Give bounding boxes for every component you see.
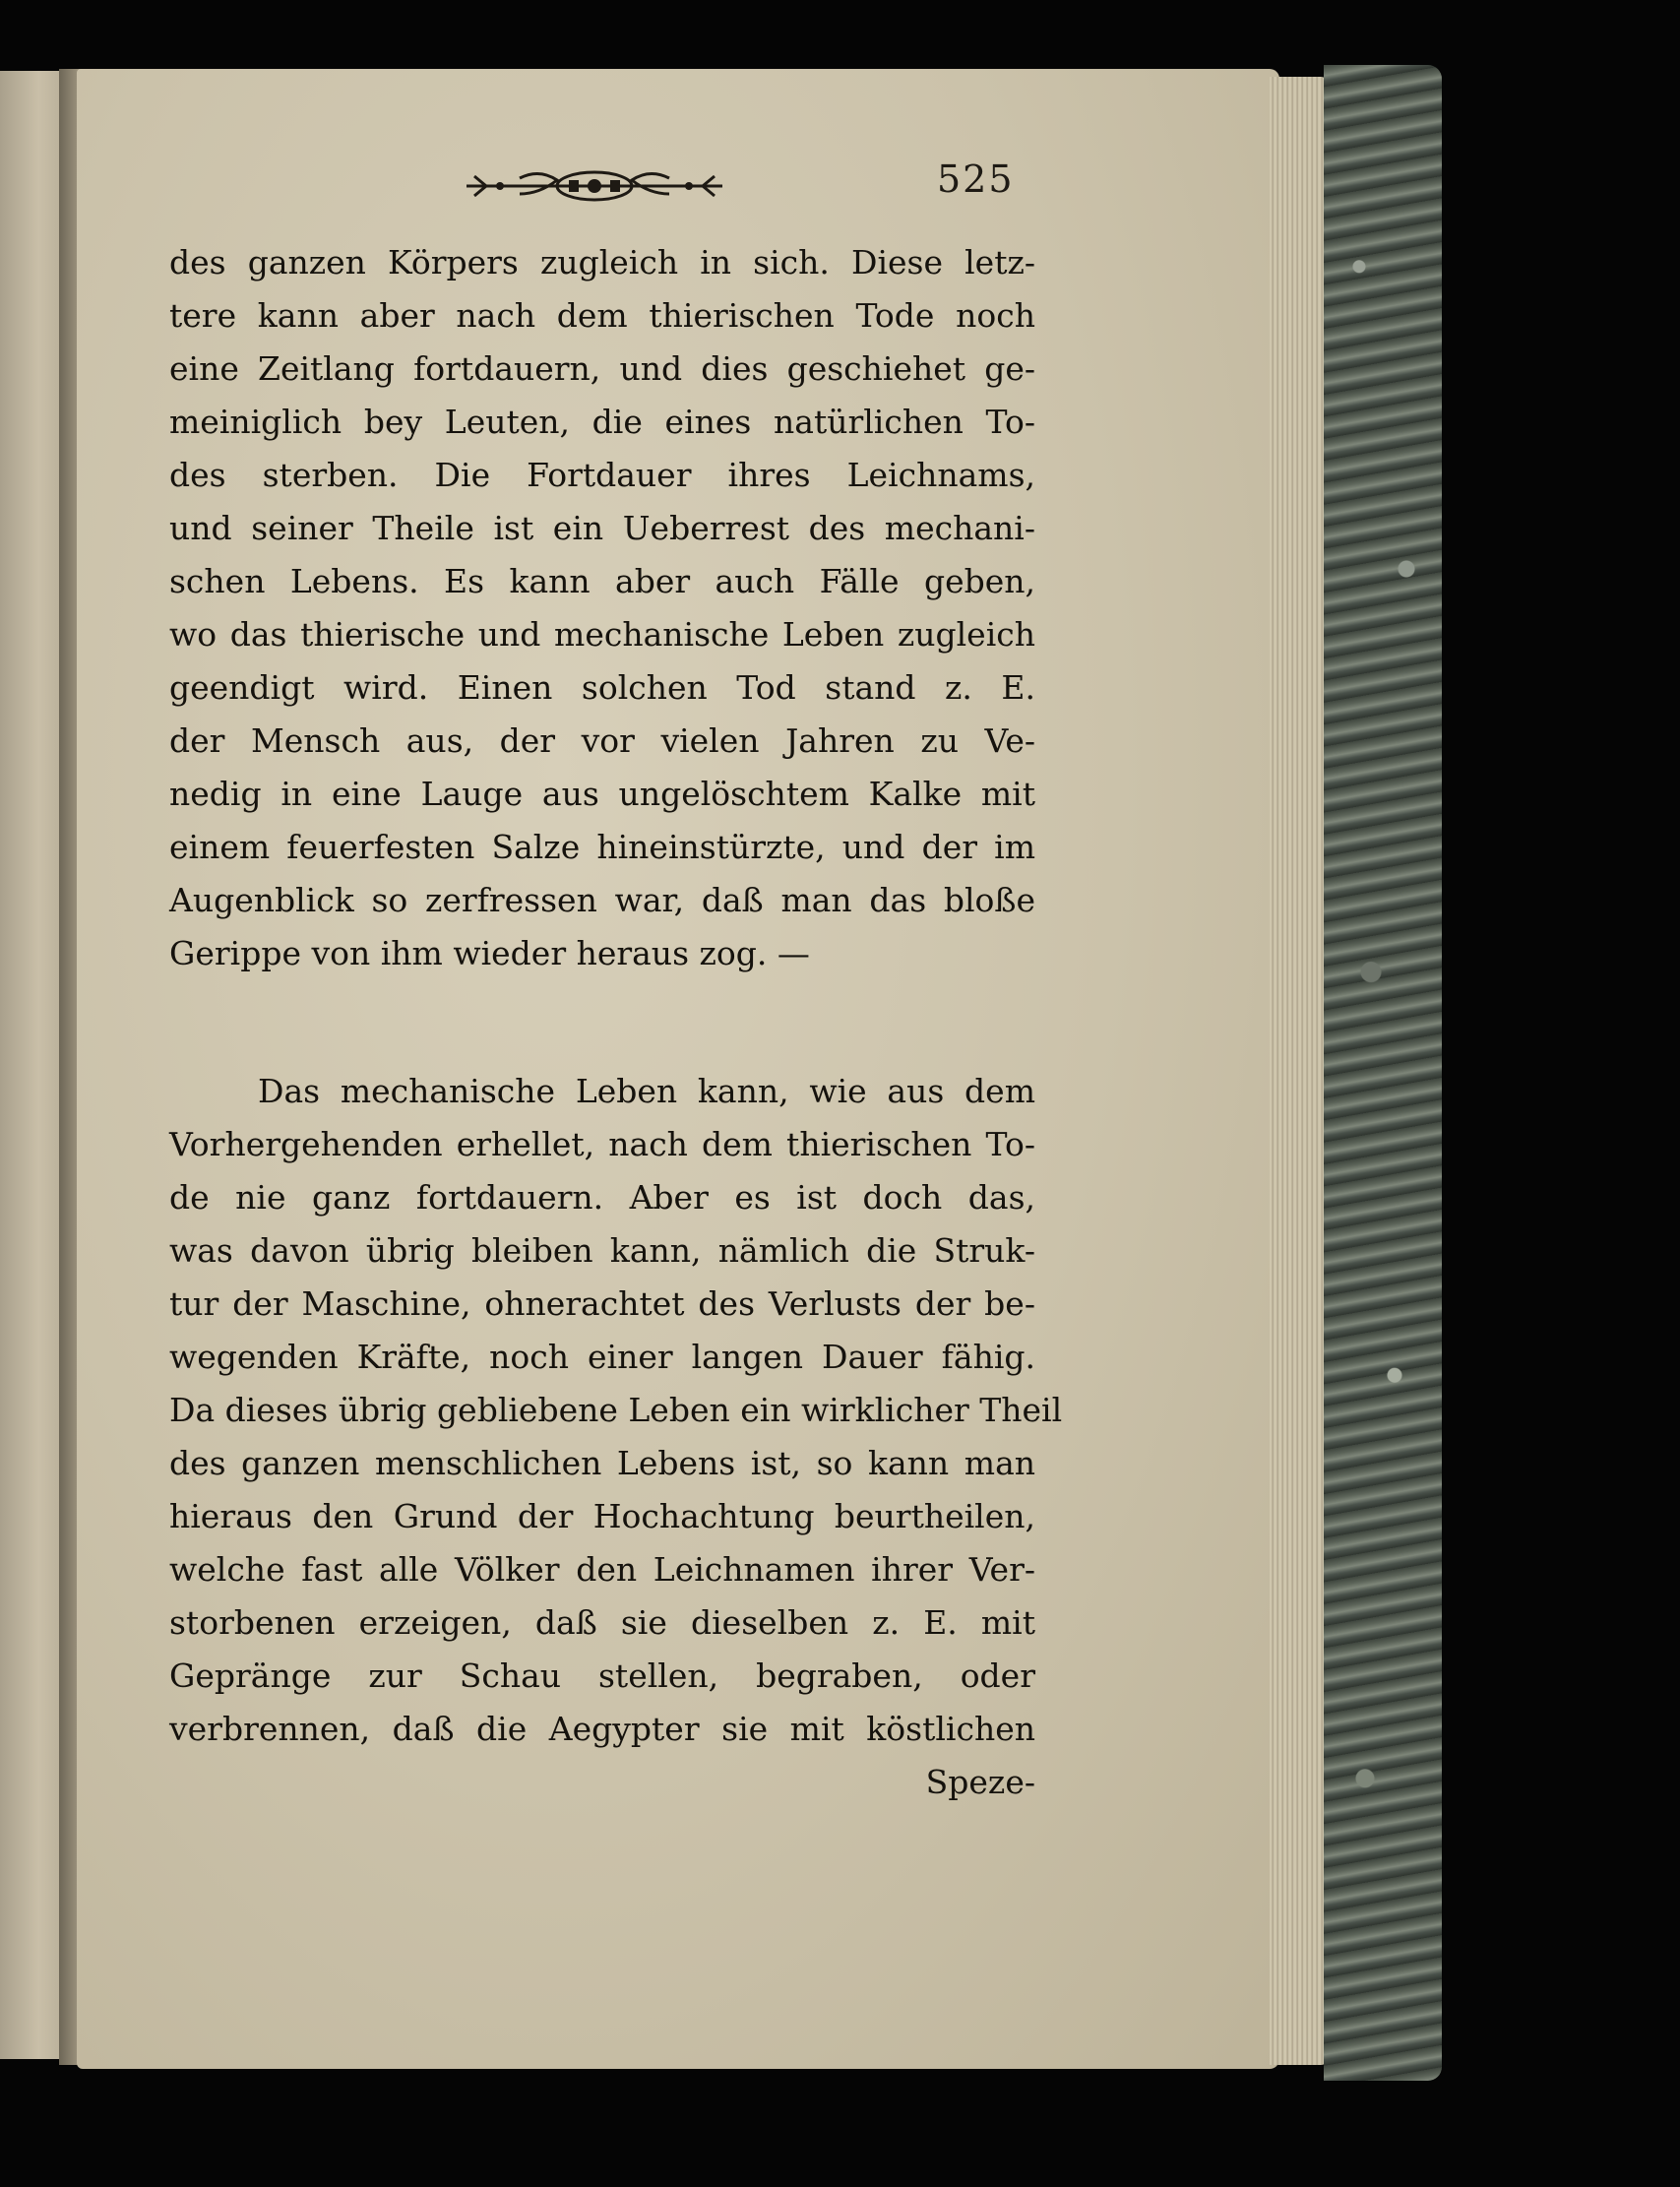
paragraph bbox=[169, 1065, 1063, 1809]
text-line: Augenblick so zerfressen war, daß man das bloße bbox=[169, 881, 1035, 919]
text-line: nedig in eine Lauge aus ungelöschtem Kalke mit bbox=[169, 775, 1035, 813]
catchword: Speze- bbox=[925, 1763, 1035, 1801]
page-edges bbox=[1270, 77, 1329, 2065]
page-number: 525 bbox=[937, 157, 1015, 201]
text-line: Gepränge zur Schau stellen, begraben, oder bbox=[169, 1656, 1035, 1695]
text-line: tur der Maschine, ohnerachtet des Verlusts der be- bbox=[169, 1284, 1035, 1323]
ornament-icon bbox=[461, 164, 728, 208]
marbled-cover bbox=[1324, 65, 1442, 2081]
text-line: hieraus den Grund der Hochachtung beurtheilen, bbox=[169, 1497, 1035, 1535]
text-line: geendigt wird. Einen solchen Tod stand z. E. bbox=[169, 668, 1035, 707]
text-line: de nie ganz fortdauern. Aber es ist doch das, bbox=[169, 1178, 1035, 1217]
text-line: storbenen erzeigen, daß sie dieselben z. E. mit bbox=[169, 1603, 1035, 1642]
text-line: wegenden Kräfte, noch einer langen Dauer fähig. bbox=[169, 1338, 1035, 1376]
paragraph bbox=[169, 236, 1035, 980]
text-line: des ganzen menschlichen Lebens ist, so kann man bbox=[169, 1444, 1035, 1482]
text-line: und seiner Theile ist ein Ueberrest des mechani- bbox=[169, 509, 1035, 547]
text-line: meiniglich bey Leuten, die eines natürlichen To- bbox=[169, 403, 1035, 441]
text-line: des sterben. Die Fortdauer ihres Leichnams, bbox=[169, 456, 1035, 494]
text-line: wo das thierische und mechanische Leben zugleich bbox=[169, 615, 1035, 654]
text-line: eine Zeitlang fortdauern, und dies geschiehet ge- bbox=[169, 349, 1035, 388]
text-line: schen Lebens. Es kann aber auch Fälle geben, bbox=[169, 562, 1035, 600]
text-line: verbrennen, daß die Aegypter sie mit köstlichen bbox=[169, 1710, 1035, 1748]
text-line: Vorhergehenden erhellet, nach dem thierischen To- bbox=[169, 1125, 1035, 1163]
text-line: Da dieses übrig gebliebene Leben ein wirklicher Theil bbox=[169, 1391, 1063, 1429]
text-line: der Mensch aus, der vor vielen Jahren zu Ve- bbox=[169, 721, 1035, 760]
text-line: tere kann aber nach dem thierischen Tode noch bbox=[169, 296, 1035, 335]
text-line: was davon übrig bleiben kann, nämlich die Struk- bbox=[169, 1231, 1035, 1270]
text-line: des ganzen Körpers zugleich in sich. Diese letz- bbox=[169, 243, 1035, 281]
text-line: einem feuerfesten Salze hineinstürzte, und der im bbox=[169, 828, 1035, 866]
text-line: Das mechanische Leben kann, wie aus dem bbox=[258, 1072, 1035, 1110]
text-line: welche fast alle Völker den Leichnamen ihrer Ver- bbox=[169, 1550, 1035, 1589]
text-line: Gerippe von ihm wieder heraus zog. — bbox=[169, 934, 810, 972]
